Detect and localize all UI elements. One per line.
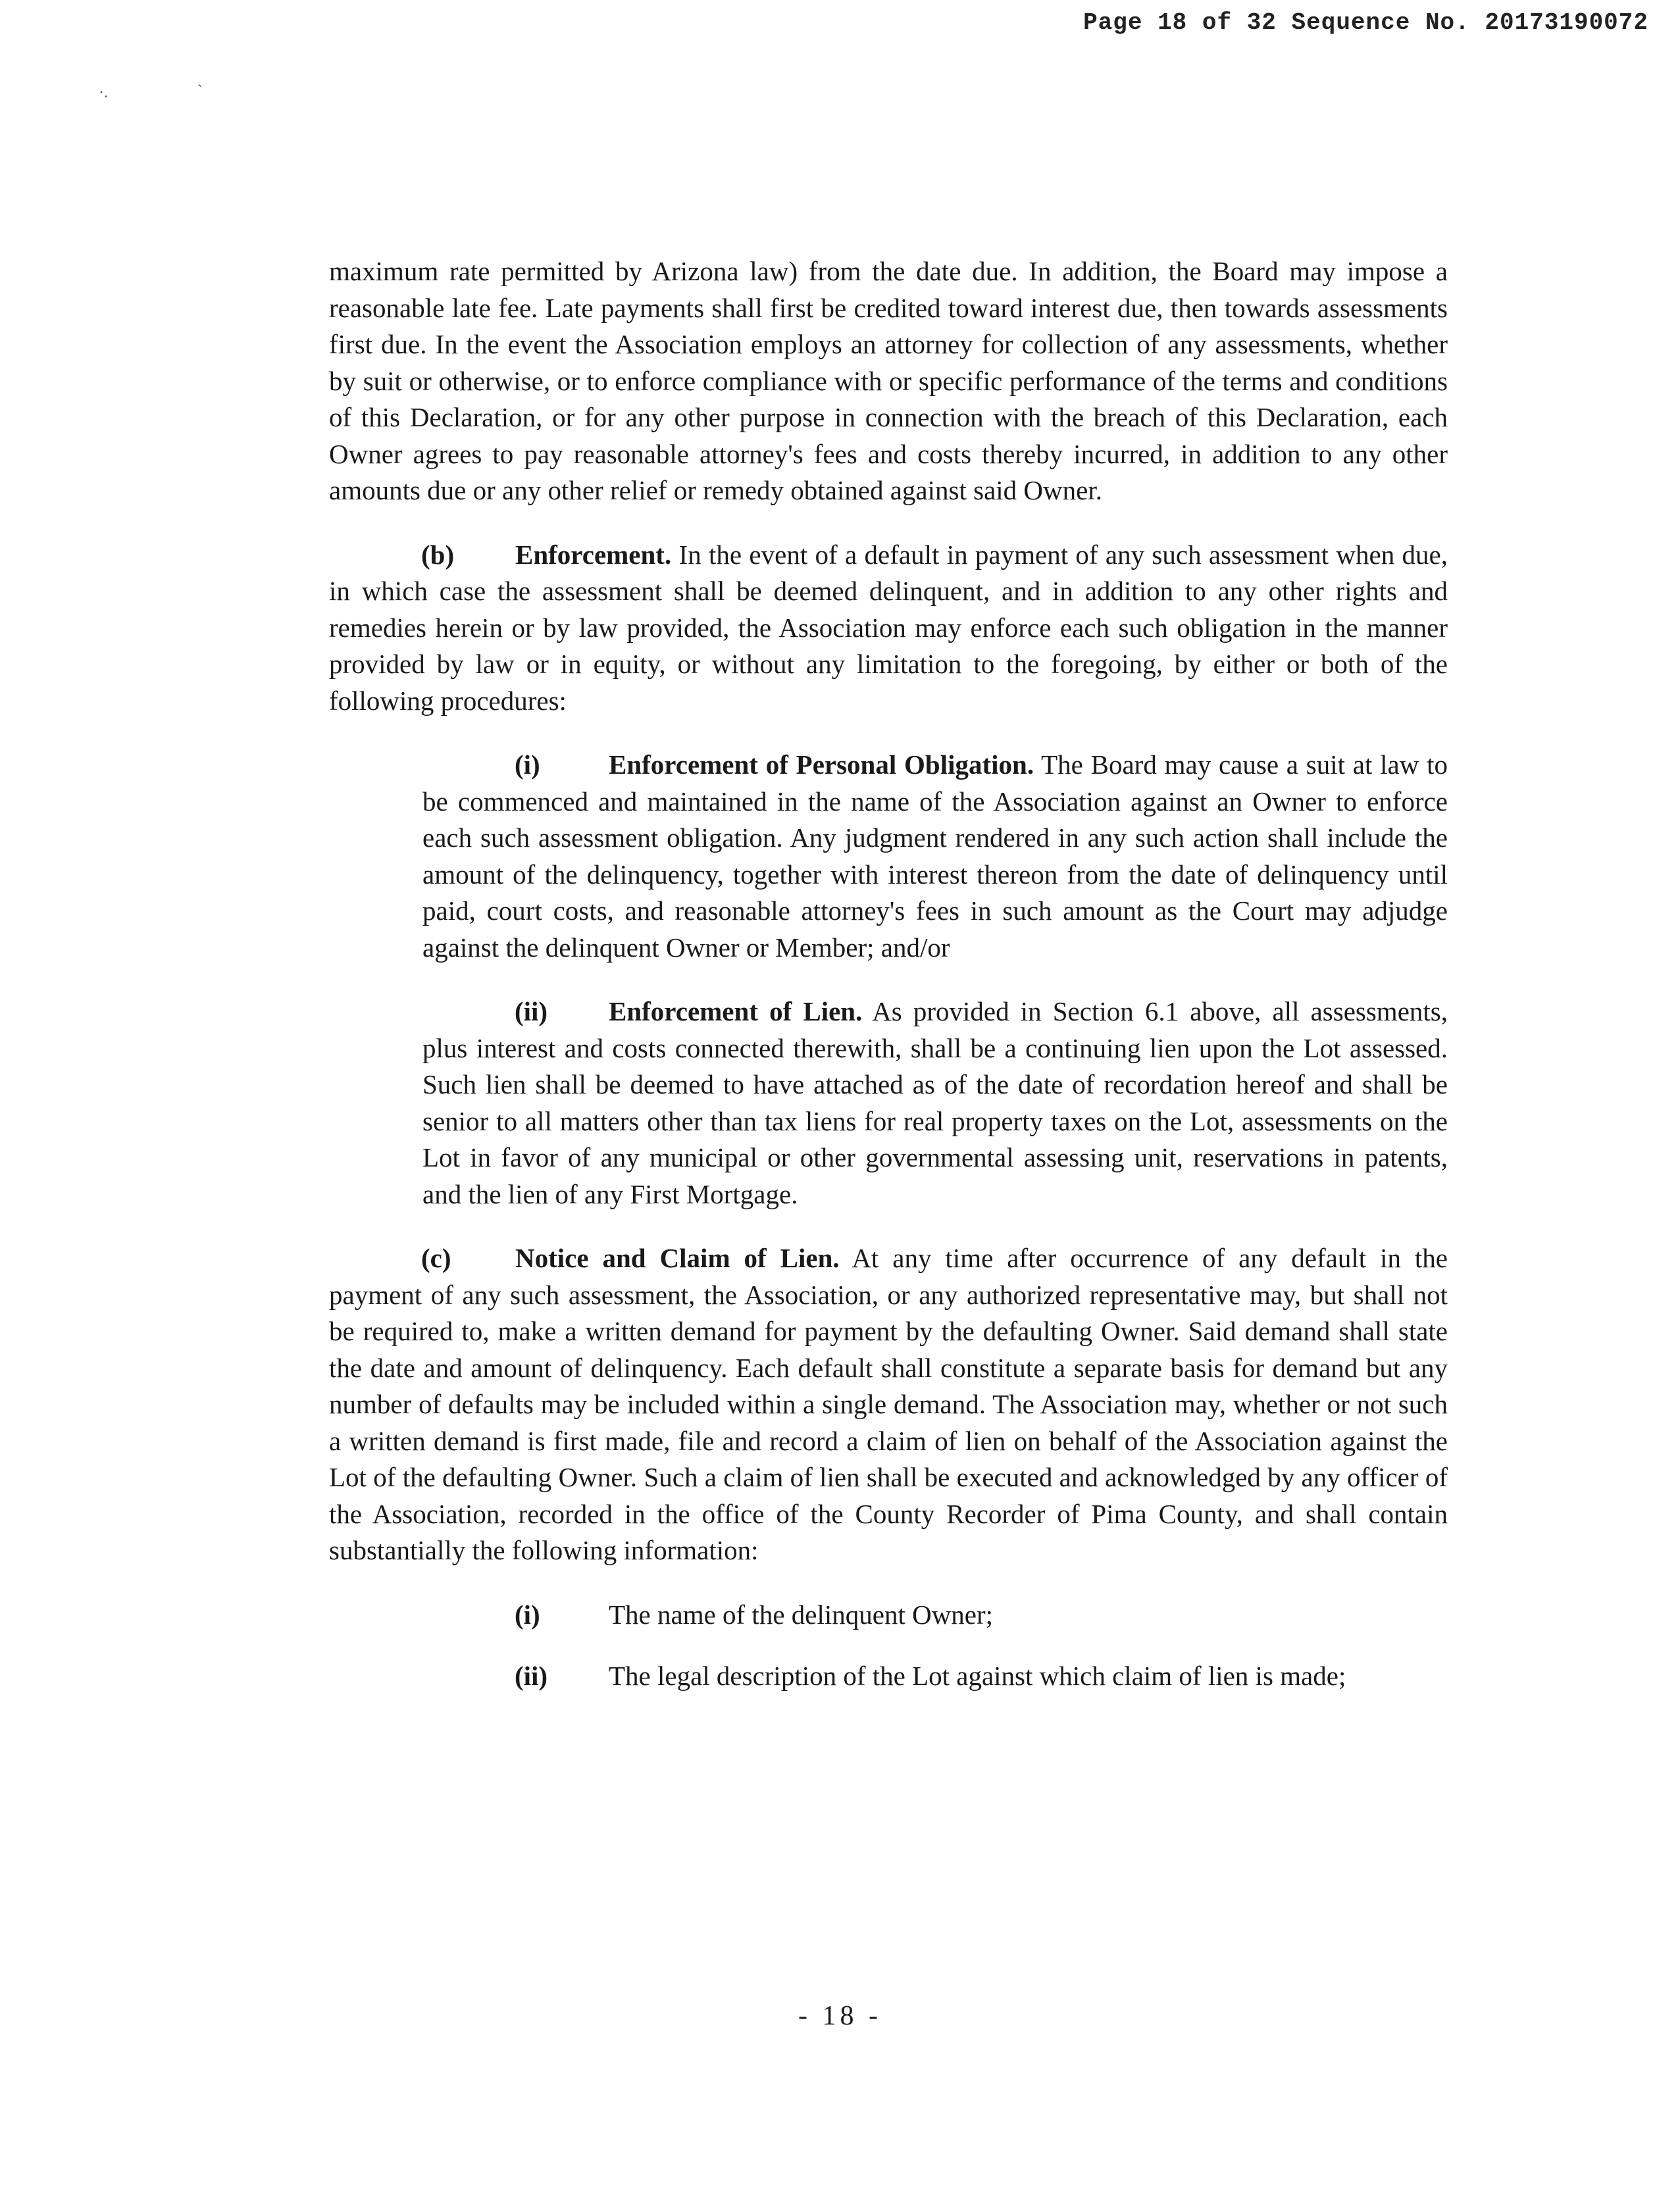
section-text: The name of the delinquent Owner;	[609, 1599, 994, 1630]
section-text: The legal description of the Lot against which claim of lien is made;	[609, 1661, 1346, 1691]
section-c-i	[515, 1597, 1448, 1634]
scan-mark: ·.	[99, 84, 108, 101]
section-c-notice-claim	[329, 1240, 1448, 1569]
section-b-ii-lien	[422, 994, 1448, 1213]
section-c-ii	[422, 1658, 1448, 1695]
document-body	[329, 253, 1448, 1720]
section-title: Enforcement of Personal Obligation.	[609, 749, 1034, 780]
section-label: (i)	[515, 1599, 540, 1630]
section-b-enforcement	[329, 537, 1448, 720]
page-number: - 18 -	[798, 2001, 882, 2031]
section-title: Enforcement of Lien.	[609, 996, 863, 1026]
intro-paragraph: maximum rate permitted by Arizona law) from the date due. In addition, the Board may impose a reasonable late fee. Late payments shall first be credited toward interest due, then towards assessments first due. In the event the Association employs an attorney for collection of any assessments, whether by suit or otherwise, or to enforce compliance with or specific performance of the terms and conditions of this Declaration, or for any other purpose in connection with the breach of this Declaration, each Owner agrees to pay reasonable attorney's fees and costs thereby incurred, in addition to any other amounts due or any other relief or remedy obtained against said Owner.	[329, 256, 1448, 505]
section-label: (b)	[421, 539, 455, 570]
section-title: Notice and Claim of Lien.	[515, 1243, 840, 1273]
section-text: As provided in Section 6.1 above, all assessments, plus interest and costs connected therewith, shall be a continuing lien upon the Lot assessed. Such lien shall be deemed to have attached as of the date of recordation hereof and shall be senior to all matters other than tax liens for real property taxes on the Lot, assessments on the Lot in favor of any municipal or other governmental assessing unit, reservations in patents, and the lien of any First Mortgage.	[422, 996, 1448, 1209]
scan-mark: `	[197, 83, 203, 100]
section-label: (c)	[421, 1243, 451, 1273]
section-text: At any time after occurrence of any default in the payment of any such assessment, the Association, or any authorized representative may, but shall not be required to, make a written demand for payment by the defaulting Owner. Said demand shall state the date and amount of delinquency. Each default shall constitute a separate basis for demand but any number of defaults may be included within a single demand. The Association may, whether or not such a written demand is first made, file and record a claim of lien on behalf of the Association against the Lot of the defaulting Owner. Such a claim of lien shall be executed and acknowledged by any officer of the Association, recorded in the office of the County Recorder of Pima County, and shall contain substantially the following information:	[329, 1243, 1448, 1565]
section-label: (ii)	[515, 996, 548, 1026]
page-sequence-header: Page 18 of 32 Sequence No. 20173190072	[1083, 9, 1648, 36]
section-text: In the event of a default in payment of any such assessment when due, in which case the assessment shall be deemed delinquent, and in addition to any other rights and remedies herein or by law provided, the Association may enforce each such obligation in the manner provided by law or in equity, or without any limitation to the foregoing, by either or both of the following procedures:	[329, 539, 1448, 716]
section-b-i-personal-obligation	[422, 747, 1448, 966]
section-title: Enforcement.	[515, 539, 672, 570]
section-label: (ii)	[515, 1661, 548, 1691]
section-text: The Board may cause a suit at law to be commenced and maintained in the name of the Association against an Owner to enforce each such assessment obligation. Any judgment rendered in any such action shall include the amount of the delinquency, together with interest thereon from the date of delinquency until paid, court costs, and reasonable attorney's fees in such amount as the Court may adjudge against the delinquent Owner or Member; and/or	[422, 749, 1448, 963]
section-label: (i)	[515, 749, 540, 780]
